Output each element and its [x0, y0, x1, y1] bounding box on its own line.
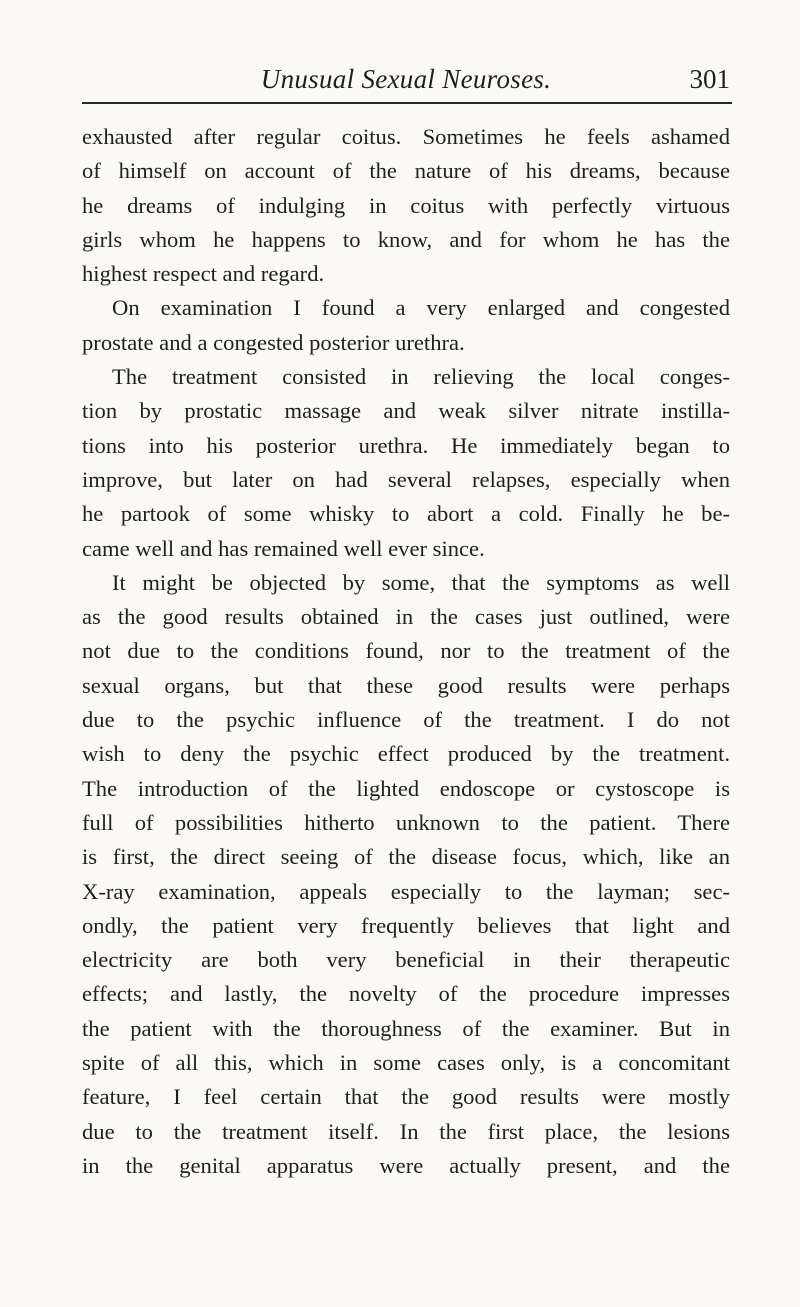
text-line: sexual organs, but that these good results were perhaps	[82, 672, 730, 698]
text-line: wish to deny the psychic effect produced by the treatment.	[82, 741, 730, 767]
text-line: in the genital apparatus were actually present, and the	[82, 1152, 730, 1178]
text-line: improve, but later on had several relapses, especially when	[82, 466, 730, 492]
text-line: full of possibilities hitherto unknown to the patient. There	[82, 809, 730, 835]
text-line: the patient with the thoroughness of the examiner. But in	[82, 1015, 730, 1041]
text-line: ondly, the patient very frequently believes that light and	[82, 912, 730, 938]
text-line: he dreams of indulging in coitus with perfectly virtuous	[82, 192, 730, 218]
text-line: feature, I feel certain that the good results were mostly	[82, 1084, 730, 1110]
text-line: effects; and lastly, the novelty of the procedure impresses	[82, 981, 730, 1007]
text-line: tions into his posterior urethra. He immediately began to	[82, 432, 730, 458]
text-line: electricity are both very beneficial in their therapeutic	[82, 947, 730, 973]
text-line: girls whom he happens to know, and for whom he has the	[82, 226, 730, 252]
text-line: exhausted after regular coitus. Sometimes he feels ashamed	[82, 124, 730, 149]
text-line: It might be objected by some, that the symptoms as well	[112, 569, 730, 595]
text-line: X-ray examination, appeals especially to the layman; sec-	[82, 878, 730, 904]
text-line: is first, the direct seeing of the disease focus, which, like an	[82, 844, 730, 870]
page-number: 301	[689, 64, 730, 94]
text-line: as the good results obtained in the cases just outlined, were	[82, 604, 730, 630]
text-line: tion by prostatic massage and weak silver nitrate instilla-	[82, 398, 730, 424]
text-line: not due to the conditions found, nor to the treatment of the	[82, 638, 730, 664]
text-line: On examination I found a very enlarged and congested	[112, 295, 730, 321]
text-line: he partook of some whisky to abort a cold. Finally he be-	[82, 501, 730, 527]
text-line: came well and has remained well ever since.	[82, 535, 485, 561]
text-line: due to the treatment itself. In the first place, the lesions	[82, 1118, 730, 1144]
text-line: The treatment consisted in relieving the local conges-	[112, 364, 730, 390]
text-line: prostate and a congested posterior urethra.	[82, 329, 465, 355]
header-rule	[82, 102, 732, 104]
text-line: of himself on account of the nature of his dreams, because	[82, 158, 730, 184]
page-header	[82, 56, 730, 102]
text-line: spite of all this, which in some cases only, is a concomitant	[82, 1050, 730, 1076]
body-text	[82, 120, 730, 1183]
running-title: Unusual Sexual Neuroses.	[260, 64, 552, 94]
text-line: due to the psychic influence of the treatment. I do not	[82, 707, 730, 733]
text-line: The introduction of the lighted endoscope or cystoscope is	[82, 775, 730, 801]
text-line: highest respect and regard.	[82, 261, 325, 287]
